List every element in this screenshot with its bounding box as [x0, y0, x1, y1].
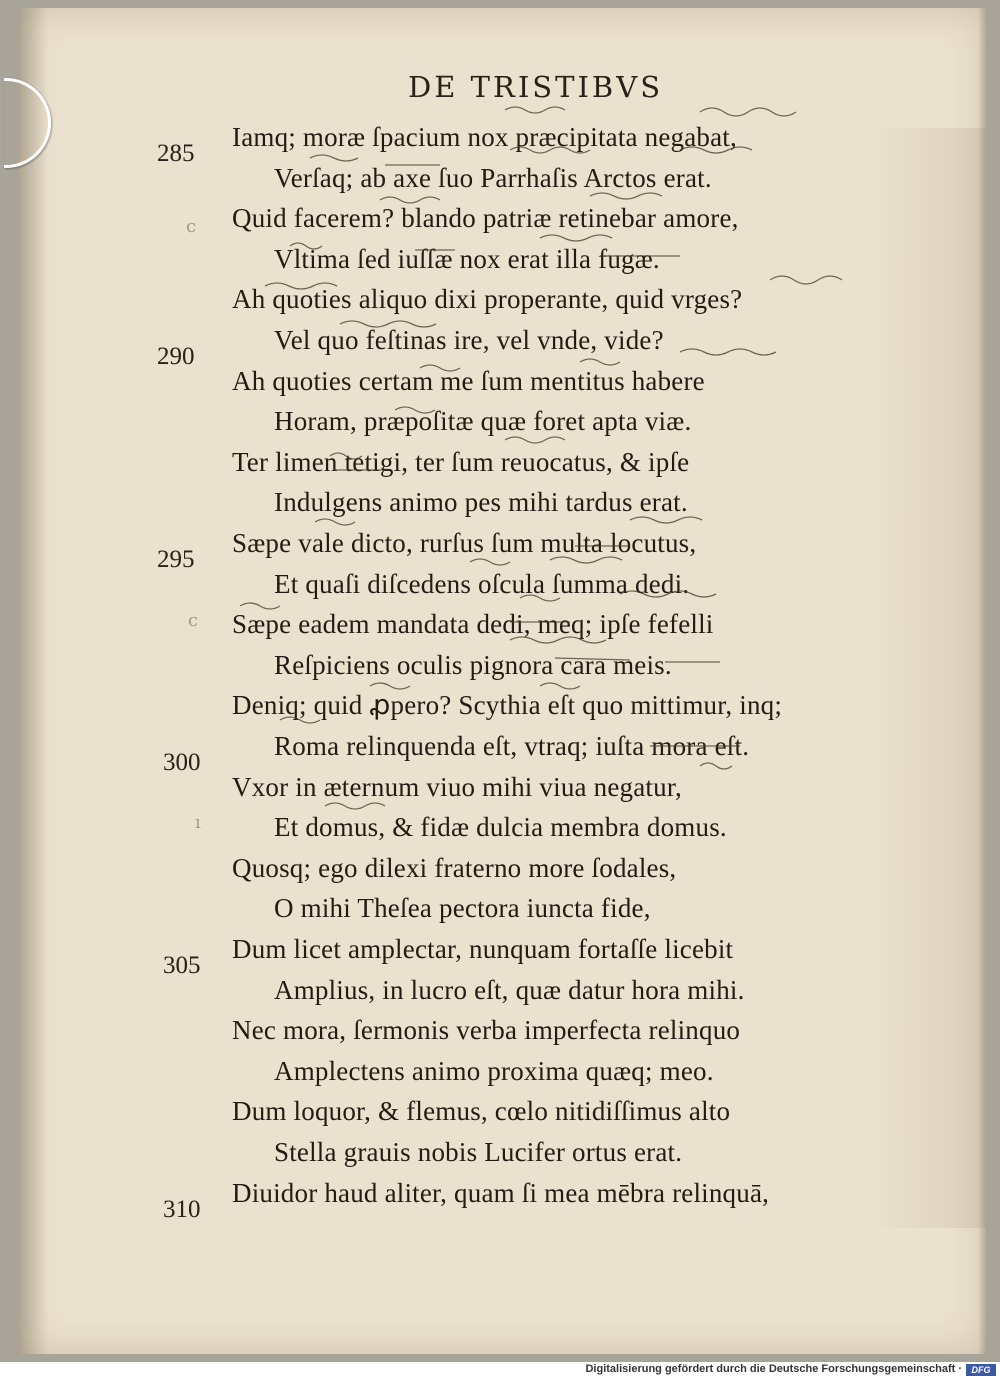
gloss-stroke — [470, 559, 510, 565]
gloss-stroke — [370, 683, 410, 689]
verse-line: Dum loquor, & flemus, cœlo nitidiſſimus alto — [232, 1096, 731, 1127]
strike-line — [555, 658, 630, 660]
gloss-stroke — [310, 155, 358, 161]
gloss-stroke — [265, 283, 337, 289]
bleed-through-mark: c — [186, 216, 197, 237]
gloss-stroke — [540, 235, 612, 241]
line-number: 305 — [163, 952, 201, 979]
line-number: 300 — [163, 749, 201, 776]
gloss-stroke — [630, 517, 702, 523]
gloss-stroke — [700, 763, 732, 769]
line-number: 290 — [157, 343, 195, 370]
verse-line: Vel quo feſtinas ire, vel vnde, vide? — [274, 325, 664, 355]
gloss-stroke — [325, 803, 385, 809]
gloss-stroke — [505, 437, 565, 443]
gloss-stroke — [770, 276, 842, 284]
gloss-stroke — [510, 637, 606, 643]
verse-line: Roma relinquenda eſt, vtraq; iuſta mora eſt. — [274, 731, 750, 761]
verse-line: Verſaq; ab axe ſuo Parrhaſis Arctos erat. — [274, 162, 712, 193]
gloss-stroke — [505, 107, 565, 113]
gloss-stroke — [540, 683, 580, 689]
gloss-stroke — [680, 147, 752, 153]
verse-line: Stella grauis nobis Lucifer ortus erat. — [274, 1137, 683, 1167]
verse-line: Iamq; moræ ſpacium nox præcipitata negabat, — [232, 122, 737, 152]
verse-line: Et quaſi diſcedens oſcula ſumma dedi. — [274, 568, 690, 599]
line-number: 285 — [157, 140, 195, 167]
verse-line: Amplectens animo proxima quæq; meo. — [274, 1055, 714, 1086]
verse-line: Ter limen tetigi, ter ſum reuocatus, & ipſe — [232, 446, 690, 477]
gloss-stroke — [520, 595, 560, 601]
verse-line: Reſpiciens oculis pignora cara meis. — [274, 649, 672, 680]
gloss-stroke — [680, 349, 776, 355]
gloss-stroke — [330, 453, 362, 459]
verse-line: Dum licet amplectar, nunquam fortaſſe licebit — [232, 934, 734, 964]
gloss-stroke — [280, 717, 320, 723]
verse-line: O mihi Theſea pectora iuncta fide, — [274, 893, 651, 924]
gloss-stroke — [620, 591, 716, 597]
gloss-stroke — [380, 197, 440, 203]
verse-line: Sæpe eadem mandata dedi, meq; ipſe fefelli — [232, 609, 714, 640]
verse-line: Indulgens animo pes mihi tardus erat. — [274, 487, 688, 518]
gloss-stroke — [510, 147, 590, 153]
verse-line: Ah quoties aliquo dixi properante, quid vrges? — [232, 284, 743, 315]
dfg-logo-icon: DFG — [966, 1364, 996, 1376]
verse-line: Ah quoties certam me ſum mentitus habere — [232, 365, 705, 396]
bleed-through-mark: c — [188, 610, 199, 631]
gloss-stroke — [395, 407, 435, 413]
gloss-stroke — [240, 603, 280, 609]
verse-line: Vltima ſed iuſſæ nox erat illa fugæ. — [274, 243, 660, 274]
verse-line: Et domus, & fidæ dulcia membra domus. — [274, 812, 727, 843]
gloss-stroke — [290, 243, 322, 249]
verse-line: Vxor in æternum viuo mihi viua negatur, — [232, 771, 682, 802]
line-number: 310 — [163, 1195, 201, 1223]
gloss-stroke — [700, 108, 796, 116]
gloss-stroke — [550, 557, 622, 563]
gloss-stroke — [420, 365, 460, 371]
verse-line: Quosq; ego dilexi fraterno more ſodales, — [232, 852, 677, 883]
gloss-stroke — [590, 193, 662, 199]
running-head: DE TRISTIBVS — [408, 70, 664, 104]
verse-line: Amplius, in lucro eſt, quæ datur hora mihi. — [274, 974, 745, 1005]
verse-line: Deniq; quid ꝓpero? Scythia eſt quo mittimur, inq; — [232, 690, 783, 721]
gloss-stroke — [315, 519, 355, 525]
gloss-stroke — [340, 321, 436, 327]
digitization-credit: Digitalisierung gefördert durch die Deutsche Forschungsgemeinschaft · — [585, 1363, 962, 1375]
verse-line: Horam, præpoſitæ quæ foret apta viæ. — [274, 406, 692, 437]
verse-line: Diuidor haud aliter, quam ſi mea mēbra relinquā, — [232, 1177, 770, 1208]
gloss-stroke — [580, 359, 620, 365]
verse-line: Quid facerem? blando patriæ retinebar amore, — [232, 203, 739, 234]
bleed-through-mark: ı — [195, 812, 201, 833]
line-number: 295 — [157, 546, 195, 573]
verse-line: Sæpe vale dicto, rurſus ſum multa locutus, — [232, 528, 697, 558]
verse-line: Nec mora, ſermonis verba imperfecta relinquo — [232, 1015, 741, 1046]
